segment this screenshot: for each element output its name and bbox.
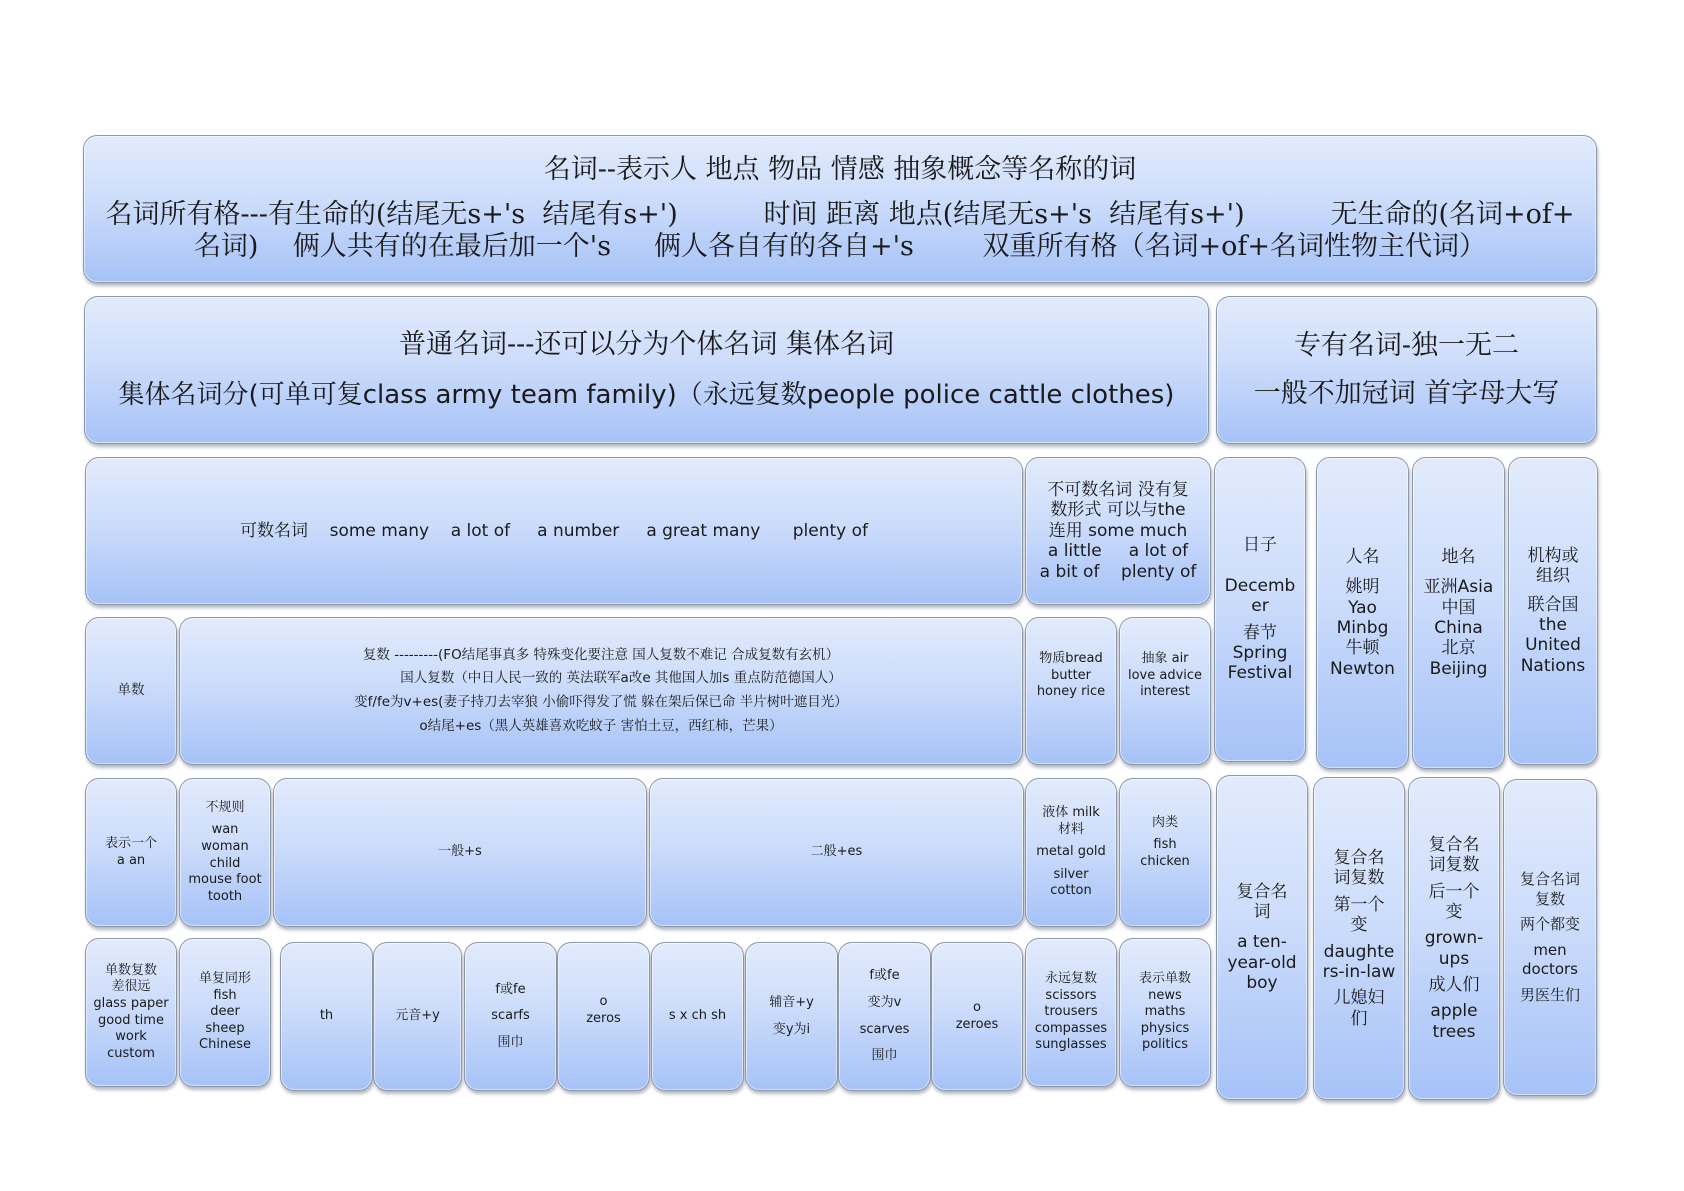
rule-line: 变为v [867,994,902,1010]
example: Beijing [1429,658,1488,679]
example: Decemb [1224,575,1296,596]
singular-meaning-line: news [1148,987,1182,1003]
compound-line: 复数 [1534,889,1565,908]
compound-line: 词 [1253,901,1271,922]
singular-meaning-line: politics [1141,1037,1189,1053]
uncountable-noun-box [1025,457,1211,605]
compound-line: ups [1438,948,1470,969]
noun-definition-box [83,135,1597,283]
rule-th-label: th [319,1008,334,1024]
material-line: honey rice [1036,684,1106,700]
abstract-line: 抽象 air [1141,651,1189,667]
same-form-line: deer [210,1004,240,1020]
singular-meaning-line: maths [1144,1004,1186,1020]
compound-line: trees [1432,1021,1476,1042]
rule-vowel-y-label: 元音+y [395,1008,440,1024]
compound-line: 复合名 [1236,881,1288,902]
diff-line: custom [107,1045,155,1061]
rule-line: f或fe [495,981,526,997]
meat-line: 肉类 [1151,814,1178,830]
rule-sxchsh-label: s x ch sh [668,1008,727,1024]
collective-noun-text: 集体名词分(可单可复class army team family)（永远复数people police cattle clothes) [118,379,1175,410]
category-label: 日子 [1243,535,1277,556]
example: United [1525,635,1581,656]
always-plural-box [1025,938,1117,1087]
diff-line: good time [98,1012,164,1028]
always-plural-line: trousers [1044,1004,1098,1020]
uncountable-line: 连用 some much [1048,520,1188,541]
uncountable-line: 不可数名词 没有复 [1047,480,1189,501]
rule-o-es-box [931,942,1023,1091]
rule-sxchsh-box [651,942,744,1091]
diff-line: 差很远 [111,979,151,995]
always-plural-line: compasses [1034,1020,1108,1036]
proper-category-place [1412,457,1505,769]
compound-line: daughte [1323,941,1395,962]
compound-line: grown- [1424,928,1484,949]
compound-line: year-old [1227,952,1297,973]
example: 北京 [1441,638,1476,659]
rule-line: zeros [586,1010,621,1026]
countable-noun-box [85,457,1023,605]
same-form-line: fish [213,987,237,1003]
abstract-line: love advice [1127,667,1203,683]
plural-rule-line: 变f/fe为v+es(妻子持刀去宰狼 小偷吓得发了慌 躲在架后保已命 半片树叶遮目光） [354,694,848,710]
rule-o-s-box [557,942,650,1091]
same-form-line: sheep [205,1020,245,1036]
abstract-line: interest [1140,684,1190,700]
singular-meaning-box [1119,938,1211,1087]
meat-box [1119,778,1211,927]
rule-line: 变y为i [772,1021,811,1037]
plural-rule-line: o结尾+es（黑人英雄喜欢吃蚊子 害怕土豆，西红柿，芒果） [419,717,783,734]
example: Spring [1232,642,1288,663]
diff-line: 单数复数 [104,962,157,978]
example: 中国 [1441,597,1476,618]
compound-line: 复合名 [1428,834,1480,855]
category-label: 地名 [1441,546,1476,567]
compound-line: 成人们 [1428,975,1480,996]
rule-line: scarves [859,1021,910,1037]
compound-plural-last-box [1408,777,1500,1100]
example: Nations [1520,655,1586,676]
category-label: 机构或 [1527,545,1579,566]
example: Newton [1330,658,1395,679]
uncountable-line: 数形式 可以与the [1050,500,1186,521]
irregular-line: woman [201,838,249,854]
plural-rule-line: 复数 ---------(FO结尾事真多 特殊变化要注意 国人复数不难记 合成复数有玄机） [362,646,840,663]
singular-meaning-line: physics [1140,1020,1190,1036]
same-form-line: 单复同形 [198,970,251,986]
rule-vowel-y-box [373,942,462,1091]
category-label: 人名 [1345,546,1380,567]
example: Yao [1348,597,1377,618]
proper-noun-box [1216,296,1597,444]
compound-plural-both-box [1503,779,1597,1096]
rule-th-box [280,942,373,1091]
rule-line: scarfs [491,1008,530,1024]
example: 联合国 [1527,594,1579,615]
compound-line: doctors [1522,960,1578,978]
example: Festival [1227,663,1293,684]
common-noun-box [84,296,1209,444]
liquid-line: metal gold [1036,844,1106,860]
compound-line: 男医生们 [1519,985,1580,1004]
noun-definition-title: 名词--表示人 地点 物品 情感 抽象概念等名称的词 [543,154,1137,186]
compound-line: 词复数 [1333,868,1385,889]
liquid-line: cotton [1050,883,1092,899]
irregular-line: 不规则 [205,799,245,815]
rule-f-fe-v-box [838,942,931,1091]
compound-line: 复合名词 [1519,870,1580,888]
always-plural-line: 永远复数 [1044,970,1097,986]
liquid-line: 材料 [1057,821,1084,837]
compound-line: 后一个 [1428,881,1480,902]
abstract-noun-box [1119,617,1211,765]
compound-line: boy [1246,973,1278,994]
common-noun-title: 普通名词---还可以分为个体名词 集体名词 [399,329,894,361]
irregular-line: mouse foot [188,872,262,888]
plural-rule-line: 国人复数（中日人民一致的 英法联军a改e 其他国人加s 重点防范德国人） [400,670,842,687]
irregular-line: child [209,855,241,871]
article-box [85,778,177,927]
rule-line: f或fe [869,968,900,984]
proper-category-days [1214,457,1306,762]
irregular-plural-box [179,778,271,927]
compound-line: 两个都变 [1519,915,1580,933]
liquid-line: silver [1053,866,1089,882]
compound-line: 儿媳妇 [1333,988,1385,1009]
plural-box [179,617,1023,765]
compound-line: 复合名 [1333,847,1385,868]
example: Minbg [1336,618,1389,638]
proper-noun-title: 专有名词-独一无二 [1293,329,1520,361]
compound-line: men [1533,940,1567,959]
liquid-line: 液体 milk [1042,804,1100,820]
example: 亚洲Asia [1423,577,1494,598]
category-label: 组织 [1536,566,1570,587]
compound-line: 词复数 [1428,855,1480,876]
meat-line: chicken [1140,853,1190,869]
diff-line: glass paper [93,995,169,1011]
example: China [1434,618,1483,638]
singular-meaning-line: 表示单数 [1138,970,1191,986]
example: 姚明 [1345,577,1380,598]
countable-noun-label: 可数名词 some many a lot of a number a great many plenty of [239,520,868,541]
different-meaning-box [85,938,177,1087]
general-es-box [649,778,1024,927]
diff-line: work [115,1029,147,1045]
rule-line: o [973,999,981,1015]
always-plural-line: sunglasses [1035,1037,1107,1053]
same-form-line: Chinese [199,1037,251,1053]
same-form-box [179,938,271,1087]
singular-box [85,617,177,765]
proper-noun-rule: 一般不加冠词 首字母大写 [1253,378,1560,409]
possessive-line-1: 名词所有格---有生命的(结尾无s+'s 结尾有s+') 时间 距离 地点(结尾无s+'s 结尾有s+') 无生命的(名词+of+ [105,198,1575,230]
example: 春节 [1243,622,1277,643]
compound-line: 们 [1350,1008,1368,1029]
rule-f-fe-s-box [464,942,557,1091]
rule-line: o [599,993,608,1009]
material-line: butter [1050,667,1092,683]
compound-line: apple [1430,1001,1478,1022]
compound-plural-first-box [1313,777,1405,1100]
compound-line: rs-in-law [1322,961,1396,982]
example: the [1539,615,1567,635]
compound-line: 第一个 [1333,894,1385,915]
possessive-line-2: 名词) 俩人共有的在最后加一个's 俩人各自有的各自+'s 双重所有格（名词+of+名词性物主代词） [193,231,1487,263]
general-s-box [273,778,647,927]
always-plural-line: scissors [1045,987,1097,1003]
rule-line: 围巾 [497,1034,524,1050]
irregular-line: wan [211,822,239,838]
general-es-label: 二般+es [810,844,863,860]
rule-line: 围巾 [871,1048,898,1064]
proper-category-organization [1508,457,1598,765]
example: er [1251,596,1269,617]
compound-line: 变 [1445,901,1463,922]
general-s-label: 一般+s [438,844,482,860]
example: 牛顿 [1345,638,1380,659]
rule-consonant-y-box [745,942,838,1091]
rule-line: 辅音+y [769,994,814,1010]
uncountable-line: a little a lot of [1047,541,1189,562]
compound-line: 变 [1350,915,1368,936]
compound-line: a ten- [1237,932,1287,953]
article-line: 表示一个 [104,835,157,851]
material-line: 物质bread [1039,651,1103,667]
irregular-line: tooth [207,888,243,904]
article-line: a an [116,852,146,868]
rule-line: zeroes [955,1016,999,1032]
liquid-material-box [1025,778,1117,927]
proper-category-person [1316,457,1409,769]
uncountable-line: a bit of plenty of [1039,561,1197,582]
meat-line: fish [1153,837,1177,853]
compound-noun-box [1216,775,1308,1100]
material-noun-box [1025,617,1117,765]
singular-label: 单数 [117,682,145,699]
